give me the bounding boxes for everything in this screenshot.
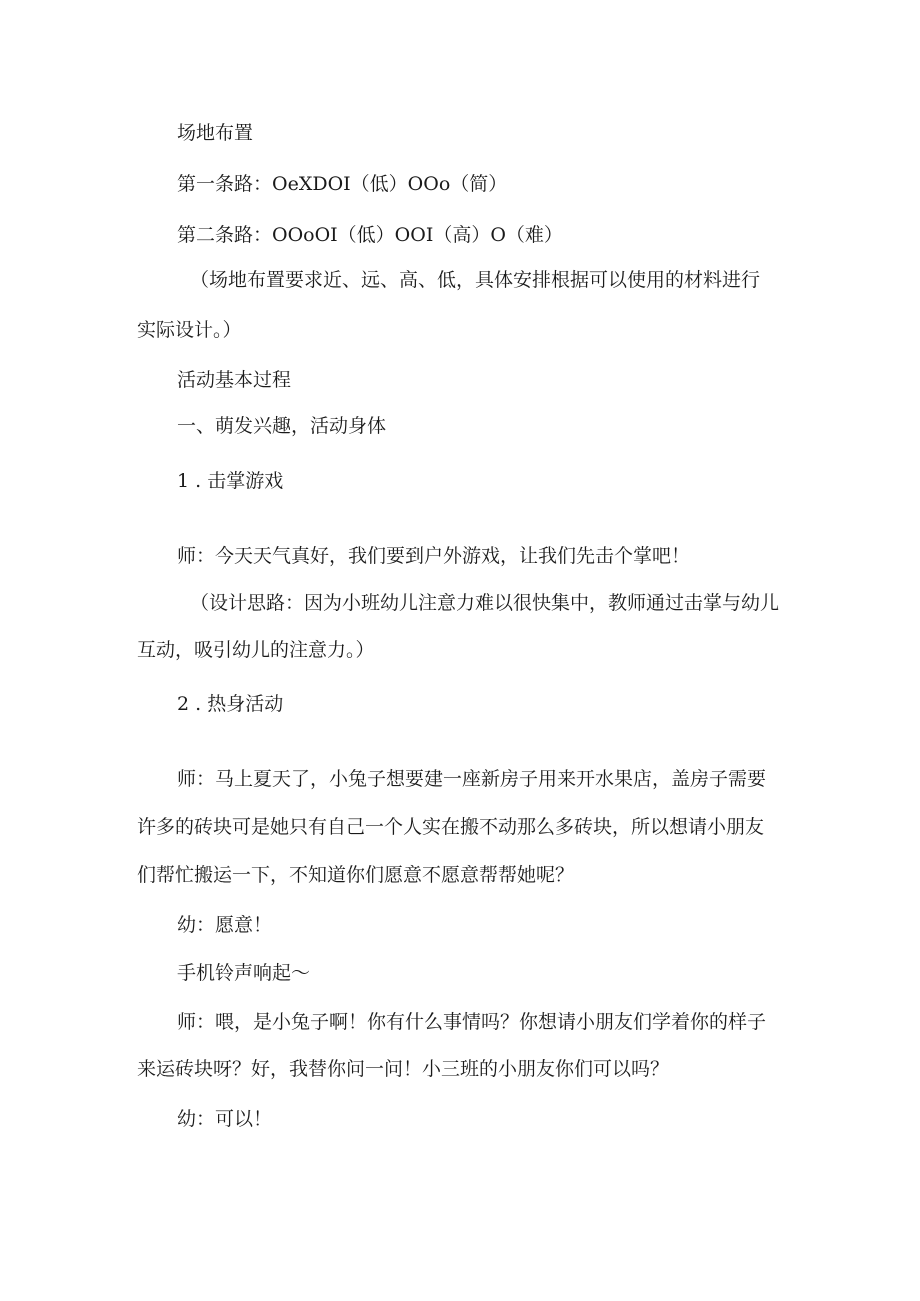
design-note-line-2: 互动，吸引幼儿的注意力。） <box>137 639 375 661</box>
venue-note-line-1: （场地布置要求近、远、高、低，具体安排根据可以使用的材料进行 <box>190 269 761 291</box>
heading-venue-setup: 场地布置 <box>177 122 254 144</box>
teacher-line-2-part-3: 们帮忙搬运一下，不知道你们愿意不愿意帮帮她呢？ <box>137 864 575 886</box>
child-reply-2: 幼：可以！ <box>177 1108 273 1130</box>
route-one-text: 第一条路：OeXDOI（低）OOo（简） <box>177 173 508 195</box>
teacher-line-2-part-2: 许多的砖块可是她只有自己一个人实在搬不动那么多砖块，所以想请小朋友 <box>137 816 765 838</box>
route-two-text: 第二条路：OOoOI（低）OOI（高）O（难） <box>177 224 563 246</box>
phone-ring-text: 手机铃声响起～ <box>177 962 311 984</box>
teacher-line-3-part-2: 来运砖块呀？好，我替你问一问！小三班的小朋友你们可以吗？ <box>137 1058 670 1080</box>
venue-note-line-2: 实际设计。） <box>137 319 242 341</box>
item-one-title: 1 . 击掌游戏 <box>177 470 284 492</box>
teacher-line-1: 师：今天天气真好，我们要到户外游戏，让我们先击个掌吧！ <box>177 545 691 567</box>
teacher-line-2-part-1: 师：马上夏天了，小兔子想要建一座新房子用来开水果店，盖房子需要 <box>177 768 767 790</box>
teacher-line-3-part-1: 师：喂，是小兔子啊！你有什么事情吗？你想请小朋友们学着你的样子 <box>177 1011 767 1033</box>
heading-activity-process: 活动基本过程 <box>177 369 292 391</box>
section-one-title: 一、萌发兴趣，活动身体 <box>177 415 387 437</box>
item-two-title: 2 . 热身活动 <box>177 693 284 715</box>
design-note-line-1: （设计思路：因为小班幼儿注意力难以很快集中，教师通过击掌与幼儿 <box>190 592 780 614</box>
child-reply-1: 幼：愿意！ <box>177 914 273 936</box>
